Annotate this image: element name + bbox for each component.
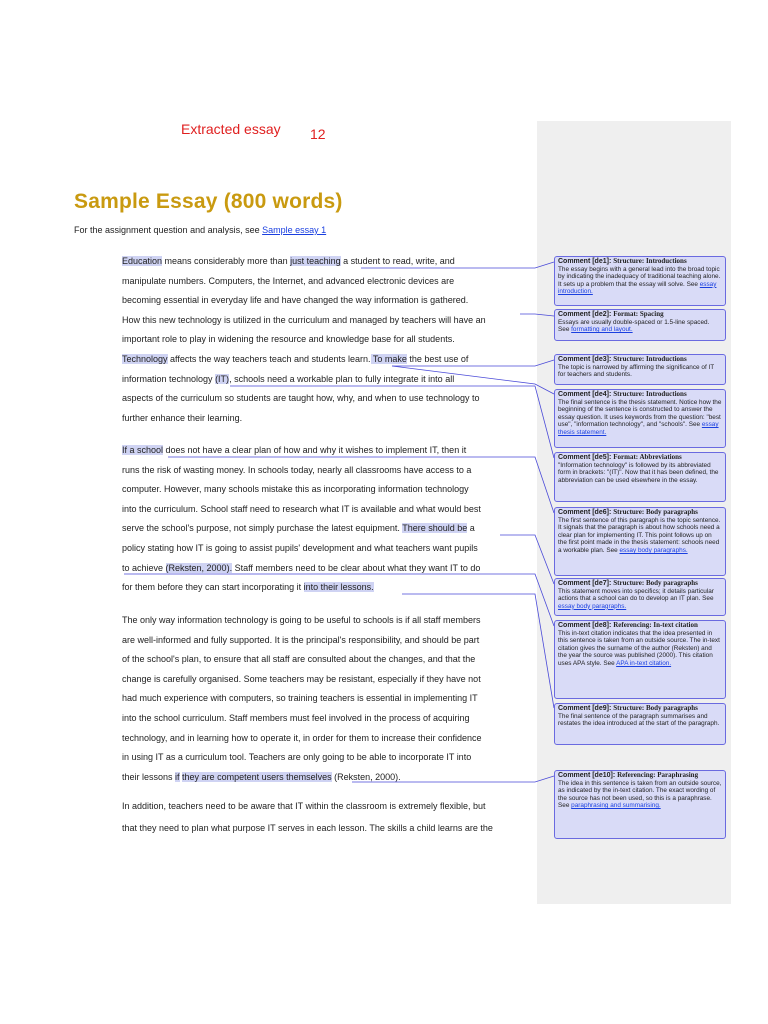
comment-link[interactable]: essay introduction. bbox=[558, 280, 717, 296]
comment-title bbox=[558, 454, 722, 462]
text-line bbox=[122, 255, 455, 267]
commented-text: Technology bbox=[122, 354, 168, 364]
text-line bbox=[122, 562, 480, 574]
essay-title: Sample Essay (800 words) bbox=[74, 190, 343, 213]
text-line bbox=[122, 673, 481, 685]
text-line bbox=[122, 634, 479, 646]
comment-title bbox=[558, 311, 722, 319]
page-number: 12 bbox=[310, 126, 326, 142]
assignment-intro-line bbox=[74, 225, 326, 235]
text-run: computer. However, many schools mistake this as incorporating information technology bbox=[122, 484, 469, 495]
sample-essay-link[interactable]: Sample essay 1 bbox=[262, 225, 327, 235]
text-line bbox=[122, 712, 470, 724]
text-line bbox=[122, 444, 466, 456]
text-line bbox=[122, 373, 454, 385]
comment-id: Comment [de10]: bbox=[558, 772, 618, 779]
commented-text: To make bbox=[370, 354, 407, 364]
comment-box[interactable] bbox=[554, 354, 726, 385]
comment-box[interactable] bbox=[554, 507, 726, 576]
comment-text: The first sentence of this paragraph is the topic sentence. It signals that the paragraph is about how schools need a clear plan for implementing IT. This point follows up on the first point made in the thesis statement: schools need a workable plan. See bbox=[558, 516, 721, 554]
text-line bbox=[122, 732, 482, 744]
comment-label: Referencing: In-text citation bbox=[613, 621, 698, 629]
comment-title bbox=[558, 356, 722, 364]
comment-link[interactable]: formatting and layout. bbox=[571, 326, 633, 334]
comment-label: Structure: Introductions bbox=[613, 257, 687, 265]
text-run: had much experience with computers, so training teachers is essential in implementing IT bbox=[122, 693, 478, 704]
comment-text: The idea in this sentence is taken from an outside source, as indicated by the in-text citation. The exact wording of the source has not been used, so this is a paraphrase. See bbox=[558, 779, 722, 810]
comment-link[interactable]: paraphrasing and summarising. bbox=[571, 802, 661, 810]
text-run: important role to play in widening the resource and knowledge base for all students. bbox=[122, 334, 455, 345]
text-run: affects the way teachers teach and students learn. bbox=[167, 354, 371, 364]
text-run: The only way information technology is going to be useful to schools is if all staff members bbox=[122, 615, 481, 625]
text-line bbox=[122, 412, 242, 424]
comment-text: The final sentence is the thesis statement. Notice how the beginning of the sentence is constructed to answer the essay question. It uses keywords from the question: "best use", "information technology", and "schools". See bbox=[558, 398, 722, 429]
text-run: a student to read, write, and bbox=[340, 256, 455, 266]
comment-body bbox=[558, 364, 722, 379]
commented-text: into their lessons. bbox=[303, 582, 374, 593]
comment-body bbox=[558, 319, 722, 334]
commented-text: just teaching bbox=[290, 256, 341, 266]
text-line bbox=[122, 275, 454, 287]
comment-link[interactable]: essay body paragraphs. bbox=[558, 602, 627, 610]
text-line bbox=[122, 333, 455, 345]
text-run: How this new technology is utilized in the curriculum and managed by teachers will have an bbox=[122, 314, 486, 325]
comment-box[interactable] bbox=[554, 703, 726, 745]
text-run: , schools need a workable plan to fully integrate it into all bbox=[229, 373, 455, 384]
comment-text: This statement moves into specifics; it details particular actions that a school can do to develop an IT plan. See bbox=[558, 587, 714, 603]
comment-id: Comment [de1]: bbox=[558, 258, 614, 265]
comment-body bbox=[558, 399, 722, 437]
comment-body bbox=[558, 517, 722, 555]
text-line bbox=[122, 751, 471, 763]
text-line bbox=[122, 653, 475, 665]
commented-text: (Reksten, 2000). bbox=[165, 562, 233, 573]
text-run: serve the school's purpose, not simply purchase the latest equipment. bbox=[122, 523, 403, 534]
comment-id: Comment [de5]: bbox=[558, 454, 614, 461]
text-line bbox=[122, 692, 478, 704]
comment-body bbox=[558, 780, 722, 810]
text-run: (Reksten, 2000). bbox=[331, 771, 401, 782]
comment-label: Referencing: Paraphrasing bbox=[617, 771, 699, 779]
comment-body bbox=[558, 713, 722, 728]
comment-text: "Information technology" is followed by its abbreviated form in brackets: "(IT)". Now that it has been defined, the abbreviation can be used elsewhere in the essay. bbox=[558, 461, 719, 484]
comment-body bbox=[558, 630, 722, 668]
comment-box[interactable] bbox=[554, 256, 726, 306]
text-line bbox=[122, 464, 471, 476]
comment-body bbox=[558, 266, 722, 296]
text-run: manipulate numbers. Computers, the Internet, and advanced electronic devices are bbox=[122, 275, 455, 286]
comment-text: This in-text citation indicates that the idea presented in this sentence is taken from an outside source. The in-text citation gives the surname of the author (Reksten) and the year the source was published (2000). This citation uses APA style. See bbox=[558, 629, 720, 667]
text-run: aspects of the curriculum so students are taught how, why, and when to use technology to bbox=[122, 393, 480, 404]
text-run: information technology bbox=[122, 373, 216, 384]
comment-box[interactable] bbox=[554, 620, 726, 699]
comment-connector bbox=[402, 594, 554, 708]
text-run: into the curriculum. School staff need to research what IT is available and what would best bbox=[122, 503, 481, 514]
comment-title bbox=[558, 391, 722, 399]
comment-title bbox=[558, 258, 722, 266]
comment-id: Comment [de4]: bbox=[558, 391, 614, 398]
text-run: their lessons bbox=[122, 771, 176, 782]
comment-label: Structure: Body paragraphs bbox=[613, 508, 698, 516]
comment-text: The final sentence of the paragraph summarises and restates the idea introduced at the start of the paragraph. bbox=[558, 712, 720, 728]
text-run: of the school's plan, to ensure that all staff are consulted about the changes, and that the bbox=[122, 654, 476, 665]
text-run: to achieve bbox=[122, 562, 166, 573]
text-run: Staff members need to be clear about what they want IT to do bbox=[232, 562, 481, 573]
text-line bbox=[122, 353, 468, 365]
commented-text: if bbox=[175, 771, 180, 782]
comment-link[interactable]: essay body paragraphs. bbox=[619, 546, 688, 554]
text-run: In addition, teachers need to be aware that IT within the classroom is extremely flexible, but bbox=[122, 801, 486, 811]
text-run: are well-informed and fully supported. It is the principal's responsibility, and should be part bbox=[122, 634, 480, 645]
text-line bbox=[122, 314, 486, 326]
comment-text: Essays are usually double-spaced or 1.5-line spaced. See bbox=[558, 318, 710, 334]
text-run: into the school curriculum. Staff members must feel involved in the process of acquiring bbox=[122, 713, 470, 723]
commented-text: Education bbox=[122, 256, 163, 266]
comment-id: Comment [de7]: bbox=[558, 580, 614, 587]
text-run: runs the risk of wasting money. In schools today, nearly all classrooms have access to a bbox=[122, 464, 472, 475]
comment-id: Comment [de6]: bbox=[558, 509, 614, 516]
comment-id: Comment [de3]: bbox=[558, 356, 614, 363]
text-run: does not have a clear plan of how and why it wishes to implement IT, then it bbox=[163, 445, 467, 455]
text-line bbox=[122, 822, 493, 834]
comment-box[interactable] bbox=[554, 578, 726, 616]
text-line bbox=[122, 771, 401, 783]
text-line bbox=[122, 542, 478, 554]
comment-box[interactable] bbox=[554, 770, 726, 839]
text-run: for them before they can start incorporating it bbox=[122, 582, 304, 593]
comment-label: Structure: Body paragraphs bbox=[613, 704, 698, 712]
commented-text: (IT) bbox=[215, 373, 230, 384]
comment-link[interactable]: essay thesis statement. bbox=[558, 421, 719, 436]
text-line bbox=[122, 581, 374, 593]
comment-id: Comment [de2]: bbox=[558, 311, 614, 318]
comment-title bbox=[558, 580, 722, 588]
text-run: a bbox=[467, 523, 475, 534]
comment-label: Structure: Introductions bbox=[613, 390, 687, 398]
text-line bbox=[122, 800, 486, 812]
comment-body bbox=[558, 462, 722, 485]
comment-label: Format: Abbreviations bbox=[613, 453, 682, 461]
comment-box[interactable] bbox=[554, 389, 726, 448]
comment-id: Comment [de9]: bbox=[558, 705, 614, 712]
comment-id: Comment [de8]: bbox=[558, 622, 614, 629]
text-run: further enhance their learning. bbox=[122, 412, 243, 423]
comment-title bbox=[558, 705, 722, 713]
text-run: that they need to plan what purpose IT serves in each lesson. The skills a child learns are the bbox=[122, 822, 493, 833]
text-run: technology, and in learning how to operate it, in order for them to increase their confidence bbox=[122, 732, 482, 743]
comment-title bbox=[558, 622, 722, 630]
comment-title bbox=[558, 509, 722, 517]
comment-label: Structure: Body paragraphs bbox=[613, 579, 698, 587]
text-line bbox=[122, 294, 468, 306]
text-line bbox=[122, 392, 480, 404]
commented-text: There should be bbox=[402, 523, 468, 534]
comment-title bbox=[558, 772, 722, 780]
intro-text: For the assignment question and analysis, see bbox=[74, 225, 263, 235]
comment-box[interactable] bbox=[554, 452, 726, 502]
text-line bbox=[122, 522, 475, 534]
text-run: change is carefully organised. Some teachers may be resistant, especially if they have not bbox=[122, 673, 481, 684]
comment-label: Format: Spacing bbox=[613, 310, 664, 318]
comment-link[interactable]: APA in-text citation. bbox=[616, 659, 672, 667]
comment-label: Structure: Introductions bbox=[613, 355, 687, 363]
text-run: policy stating how IT is going to assist pupils' development and what teachers want pupils bbox=[122, 543, 478, 553]
comment-box[interactable] bbox=[554, 309, 726, 341]
comment-text: The topic is narrowed by affirming the significance of IT for teachers and students. bbox=[558, 363, 715, 379]
commented-text: they are competent users themselves bbox=[182, 771, 332, 782]
extracted-essay-label: Extracted essay bbox=[181, 121, 281, 137]
text-run: in using IT as a curriculum tool. Teachers are only going to be able to incorporate IT into bbox=[122, 752, 472, 763]
text-run: becoming essential in everyday life and have changed the way information is gathered. bbox=[122, 295, 469, 306]
text-run: means considerably more than bbox=[162, 256, 291, 266]
commented-text: If a school bbox=[122, 445, 164, 455]
text-line bbox=[122, 614, 481, 626]
text-run: the best use of bbox=[406, 354, 469, 364]
comment-text: The essay begins with a general lead into the broad topic by indicating the inadequacy of traditional teaching alone. It sets up a problem that the essay will solve. See bbox=[558, 265, 721, 288]
text-line bbox=[122, 503, 481, 515]
comment-body bbox=[558, 588, 722, 611]
text-line bbox=[122, 483, 469, 495]
